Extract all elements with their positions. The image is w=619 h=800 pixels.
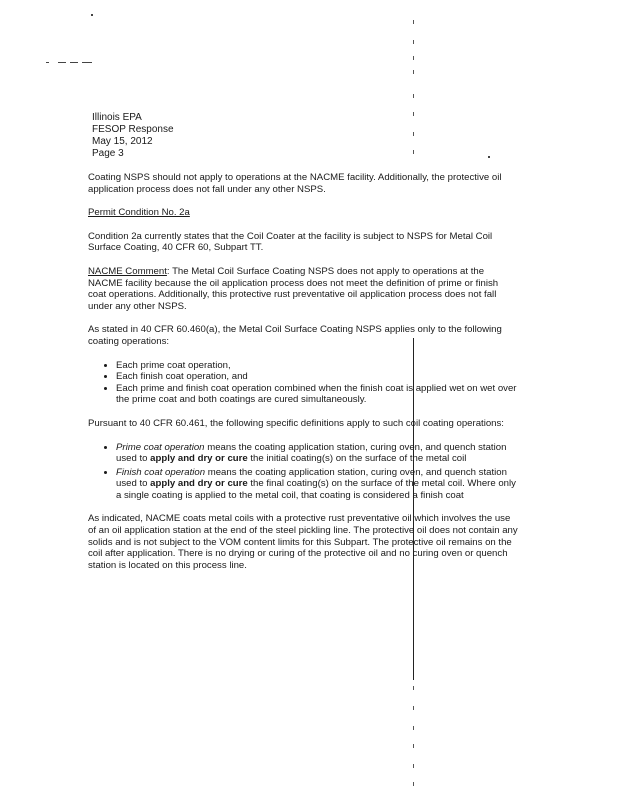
paragraph-comment bbox=[88, 266, 518, 312]
comment-text: The Metal Coil Surface Coating NSPS does not apply to operations at the NACME facility because the oil application process does not meet the definition of prime or finish coat operations. Additionally, this protective rust preventative oil application process does not fall under any other NSPS. bbox=[88, 265, 499, 312]
term-prime-coat: Prime coat operation bbox=[116, 441, 205, 453]
definition-finish-coat bbox=[116, 467, 518, 502]
scan-speck bbox=[488, 156, 490, 158]
fold-mark bbox=[413, 40, 414, 44]
fold-mark bbox=[413, 706, 414, 710]
paragraph-nsps-intro: Coating NSPS should not apply to operations at the NACME facility. Additionally, the protective oil application process does not fall under any other NSPS. bbox=[88, 172, 502, 195]
letter-body bbox=[88, 172, 518, 583]
definition-text: means the coating application station, curing oven, and quench station used to bbox=[116, 466, 507, 490]
fold-mark bbox=[413, 744, 414, 748]
fold-mark bbox=[413, 20, 414, 24]
scan-dash-mark bbox=[70, 62, 78, 63]
definition-bold: apply and dry or cure bbox=[150, 453, 248, 465]
paragraph-condition: Condition 2a currently states that the Coil Coater at the facility is subject to NSPS for Metal Coil Surface Coating, 40 CFR 60, Subpart TT. bbox=[88, 230, 493, 254]
header-page-number: Page 3 bbox=[92, 148, 124, 159]
definition-bold: apply and dry or cure bbox=[150, 478, 248, 490]
scan-dash-mark bbox=[46, 62, 49, 63]
term-finish-coat: Finish coat operation bbox=[116, 466, 206, 478]
fold-mark bbox=[413, 70, 414, 74]
scan-dash-mark bbox=[82, 62, 92, 63]
fold-mark bbox=[413, 112, 414, 116]
section-heading: Permit Condition No. 2a bbox=[88, 207, 190, 219]
scan-speck bbox=[91, 14, 93, 16]
scan-dash-mark bbox=[58, 62, 66, 63]
letter-header bbox=[92, 112, 174, 160]
comment-label: NACME Comment bbox=[88, 265, 167, 277]
fold-mark bbox=[413, 56, 414, 60]
fold-mark bbox=[413, 764, 414, 768]
header-subject: FESOP Response bbox=[92, 124, 174, 135]
definition-prime-coat bbox=[116, 442, 518, 465]
list-item: • Each prime coat operation, bbox=[116, 360, 518, 372]
fold-mark bbox=[413, 132, 414, 136]
list-item: • Each finish coat operation, and bbox=[116, 371, 518, 383]
operations-list bbox=[88, 360, 518, 406]
header-date: May 15, 2012 bbox=[92, 136, 153, 147]
fold-mark bbox=[413, 726, 414, 730]
fold-mark bbox=[413, 94, 414, 98]
list-item: • Each prime and finish coat operation combined when the finish coat is applied wet on wet over the prime coat and both coatings are cured simultaneously. bbox=[116, 383, 518, 406]
fold-mark bbox=[413, 150, 414, 154]
definitions-list bbox=[88, 442, 518, 502]
paragraph-cfr-operations: As stated in 40 CFR 60.460(a), the Metal Coil Surface Coating NSPS applies only to the following coating operations: bbox=[88, 324, 502, 347]
fold-mark bbox=[413, 782, 414, 786]
definition-text: the initial coating(s) on the surface of the metal coil bbox=[247, 453, 467, 465]
definition-text: the final coating(s) on the surface of the metal coil. Where only a single coating is applied to the metal coil, that coating is considered a finish coat bbox=[116, 478, 516, 501]
definition-text: means the coating application station, curing oven, and quench station used to bbox=[116, 441, 507, 465]
fold-mark bbox=[413, 686, 414, 690]
paragraph-conclusion: As indicated, NACME coats metal coils with a protective rust preventative oil which involves the use of an oil application station at the end of the steel pickling line. The protective oil does not contain any solids and is not subject to the VOM content limits for this Subpart. The protective oil remains on the coil after application. There is no drying or curing of the protective oil and no curing oven or quench station is located on this process line. bbox=[88, 513, 518, 571]
comment-colon: : bbox=[166, 265, 170, 277]
paragraph-definitions-intro: Pursuant to 40 CFR 60.461, the following specific definitions apply to such coil coating operations: bbox=[88, 417, 504, 429]
header-recipient: Illinois EPA bbox=[92, 112, 142, 123]
